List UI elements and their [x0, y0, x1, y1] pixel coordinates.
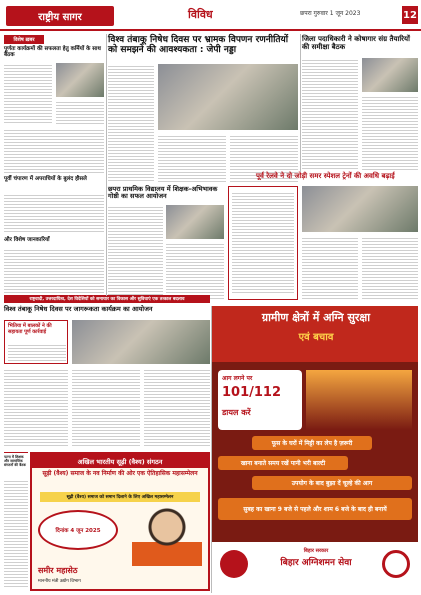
- inset-box: [228, 186, 298, 300]
- lead-text: [158, 134, 226, 182]
- fire-safety-advert: [212, 306, 418, 593]
- helpline-box: [218, 370, 302, 430]
- right-headline: जिला पदाधिकारी ने कोषागार संग्र तैयारियों की समीक्षा बैठक: [302, 35, 410, 52]
- story-text: [4, 128, 104, 173]
- small-box: [4, 320, 68, 364]
- promo-banner: अखिल भारतीय सूढ़ी (वैश्य) संगठन: [32, 454, 208, 468]
- small-box-text: [8, 343, 66, 361]
- left-column: [4, 35, 104, 300]
- column-rule: [211, 306, 212, 593]
- leader-name: समीर महासेठ: [38, 566, 78, 575]
- tip-strip: उपयोग के बाद बुझा दें चूल्हे की आग: [252, 476, 412, 490]
- inset-text: [232, 191, 294, 295]
- tip-strip: खाना बनाते समय रखें पानी भरी बाल्टी: [218, 456, 348, 470]
- helpline-number: 101/112: [222, 385, 282, 400]
- event-headline: विश्व तंबाकू निषेध दिवस पर जागरूकता कार्यक्रम का आयोजन: [4, 305, 153, 313]
- ad-subtitle: एवं बचाव: [298, 332, 334, 343]
- section-tag: विशेष ख़बर: [4, 35, 44, 44]
- story-text: [4, 193, 104, 233]
- story-text: [4, 248, 104, 298]
- column-rule: [300, 34, 301, 172]
- leader-title: माननीय मंत्री उद्योग विभाग: [38, 579, 81, 584]
- lead-headline: विश्व तंबाकू निषेध दिवस पर भ्रामक विपणन रणनीतियों को समझने की आवश्यकता : जेपी नड्डा: [108, 35, 289, 56]
- right-text: [302, 58, 358, 170]
- story-photo: [56, 63, 104, 97]
- box-text: [362, 236, 418, 300]
- lead-photo: [158, 64, 298, 130]
- side-box-text: [4, 479, 28, 589]
- story-headline: पूर्वी चंपारण में अपराधियों के बुलंद हौसले: [4, 176, 87, 182]
- tip-strip: सुबह का खाना 9 बजे से पहले और शाम 6 बजे के बाद ही बनायें: [218, 498, 412, 520]
- helpline-label: आग लगने पर: [222, 375, 253, 382]
- mid-text: [108, 205, 163, 300]
- story-headline: पूर्णतः कार्यक्रमों की सफलता हेतु कर्मियों के साथ बैठक: [4, 46, 101, 59]
- box-headline: पूर्व रेलवे ने दो जोड़ी समर स्पेशल ट्रेनों की अवधि बढ़ाई: [256, 172, 395, 180]
- dept-label: बिहार अग्निशमन सेवा: [280, 558, 352, 568]
- side-box: [4, 452, 28, 591]
- fire-service-logo-icon: [382, 550, 410, 578]
- story-subhead: और विशेष जानकारियाँ: [4, 237, 50, 243]
- event-text: [144, 368, 210, 448]
- promo-advert: [30, 452, 210, 591]
- bihar-emblem-icon: [220, 550, 248, 578]
- tip-strip: फूस के घरों में मिट्टी का लेप है ज़रूरी: [252, 436, 372, 450]
- masthead: [0, 0, 421, 31]
- promo-subtitle: सूढ़ी (वैश्य) समाज को समान दिलाने के लिए अखिल महासम्मेलन: [40, 492, 200, 502]
- box-text: [302, 236, 358, 300]
- column-rule: [106, 34, 107, 296]
- edition-date: छपरा गुरुवार 1 जून 2023: [300, 10, 361, 17]
- event-photo: [72, 320, 210, 364]
- ad-photo: [306, 370, 412, 430]
- red-band: राष्ट्रवादी, उत्तरदायित्व, देश विदेशियों को समाचार का विकास और सुविधाएं एक तत्काल बदलाव: [4, 295, 210, 303]
- side-box-head: पटना में शिक्षक और सामाजिक संगठनों की बैठक: [4, 455, 26, 468]
- right-text: [362, 95, 418, 170]
- lead-text: [108, 64, 154, 182]
- promo-title: सूढ़ी (वैश्य) समाज के नव निर्माण की ओर एक ऐतिहासिक महासम्मेलन: [42, 470, 198, 477]
- small-box-head: भितिया में बालकों ने की सहायता पूर्ण कार्रवाई: [8, 323, 52, 335]
- section-title: विविध: [188, 8, 213, 21]
- event-text: [72, 368, 140, 448]
- ad-title: ग्रामीण क्षेत्रों में अग्नि सुरक्षा: [261, 311, 371, 324]
- train-photo: [302, 186, 418, 232]
- brand-logo: राष्ट्रीय सागर: [6, 6, 114, 26]
- story-text: [56, 100, 104, 125]
- story-text: [4, 63, 52, 125]
- leader-photo: [132, 506, 202, 566]
- event-text: [4, 368, 68, 448]
- ad-footer: [212, 542, 418, 593]
- mid-photo: [166, 205, 224, 239]
- state-label: बिहार सरकार: [303, 548, 329, 554]
- mid-text: [166, 242, 224, 300]
- right-photo: [362, 58, 418, 92]
- ad-header: [212, 306, 418, 362]
- dial-text: डायल करें: [222, 408, 251, 417]
- mid-headline: छपरा प्राथमिक विद्यालय में शिक्षक-अभिभावक गोष्ठी का सफल आयोजन: [108, 185, 218, 201]
- page-number: 12: [402, 6, 418, 24]
- promo-date: दिनांक 4 जून 2025: [38, 510, 118, 550]
